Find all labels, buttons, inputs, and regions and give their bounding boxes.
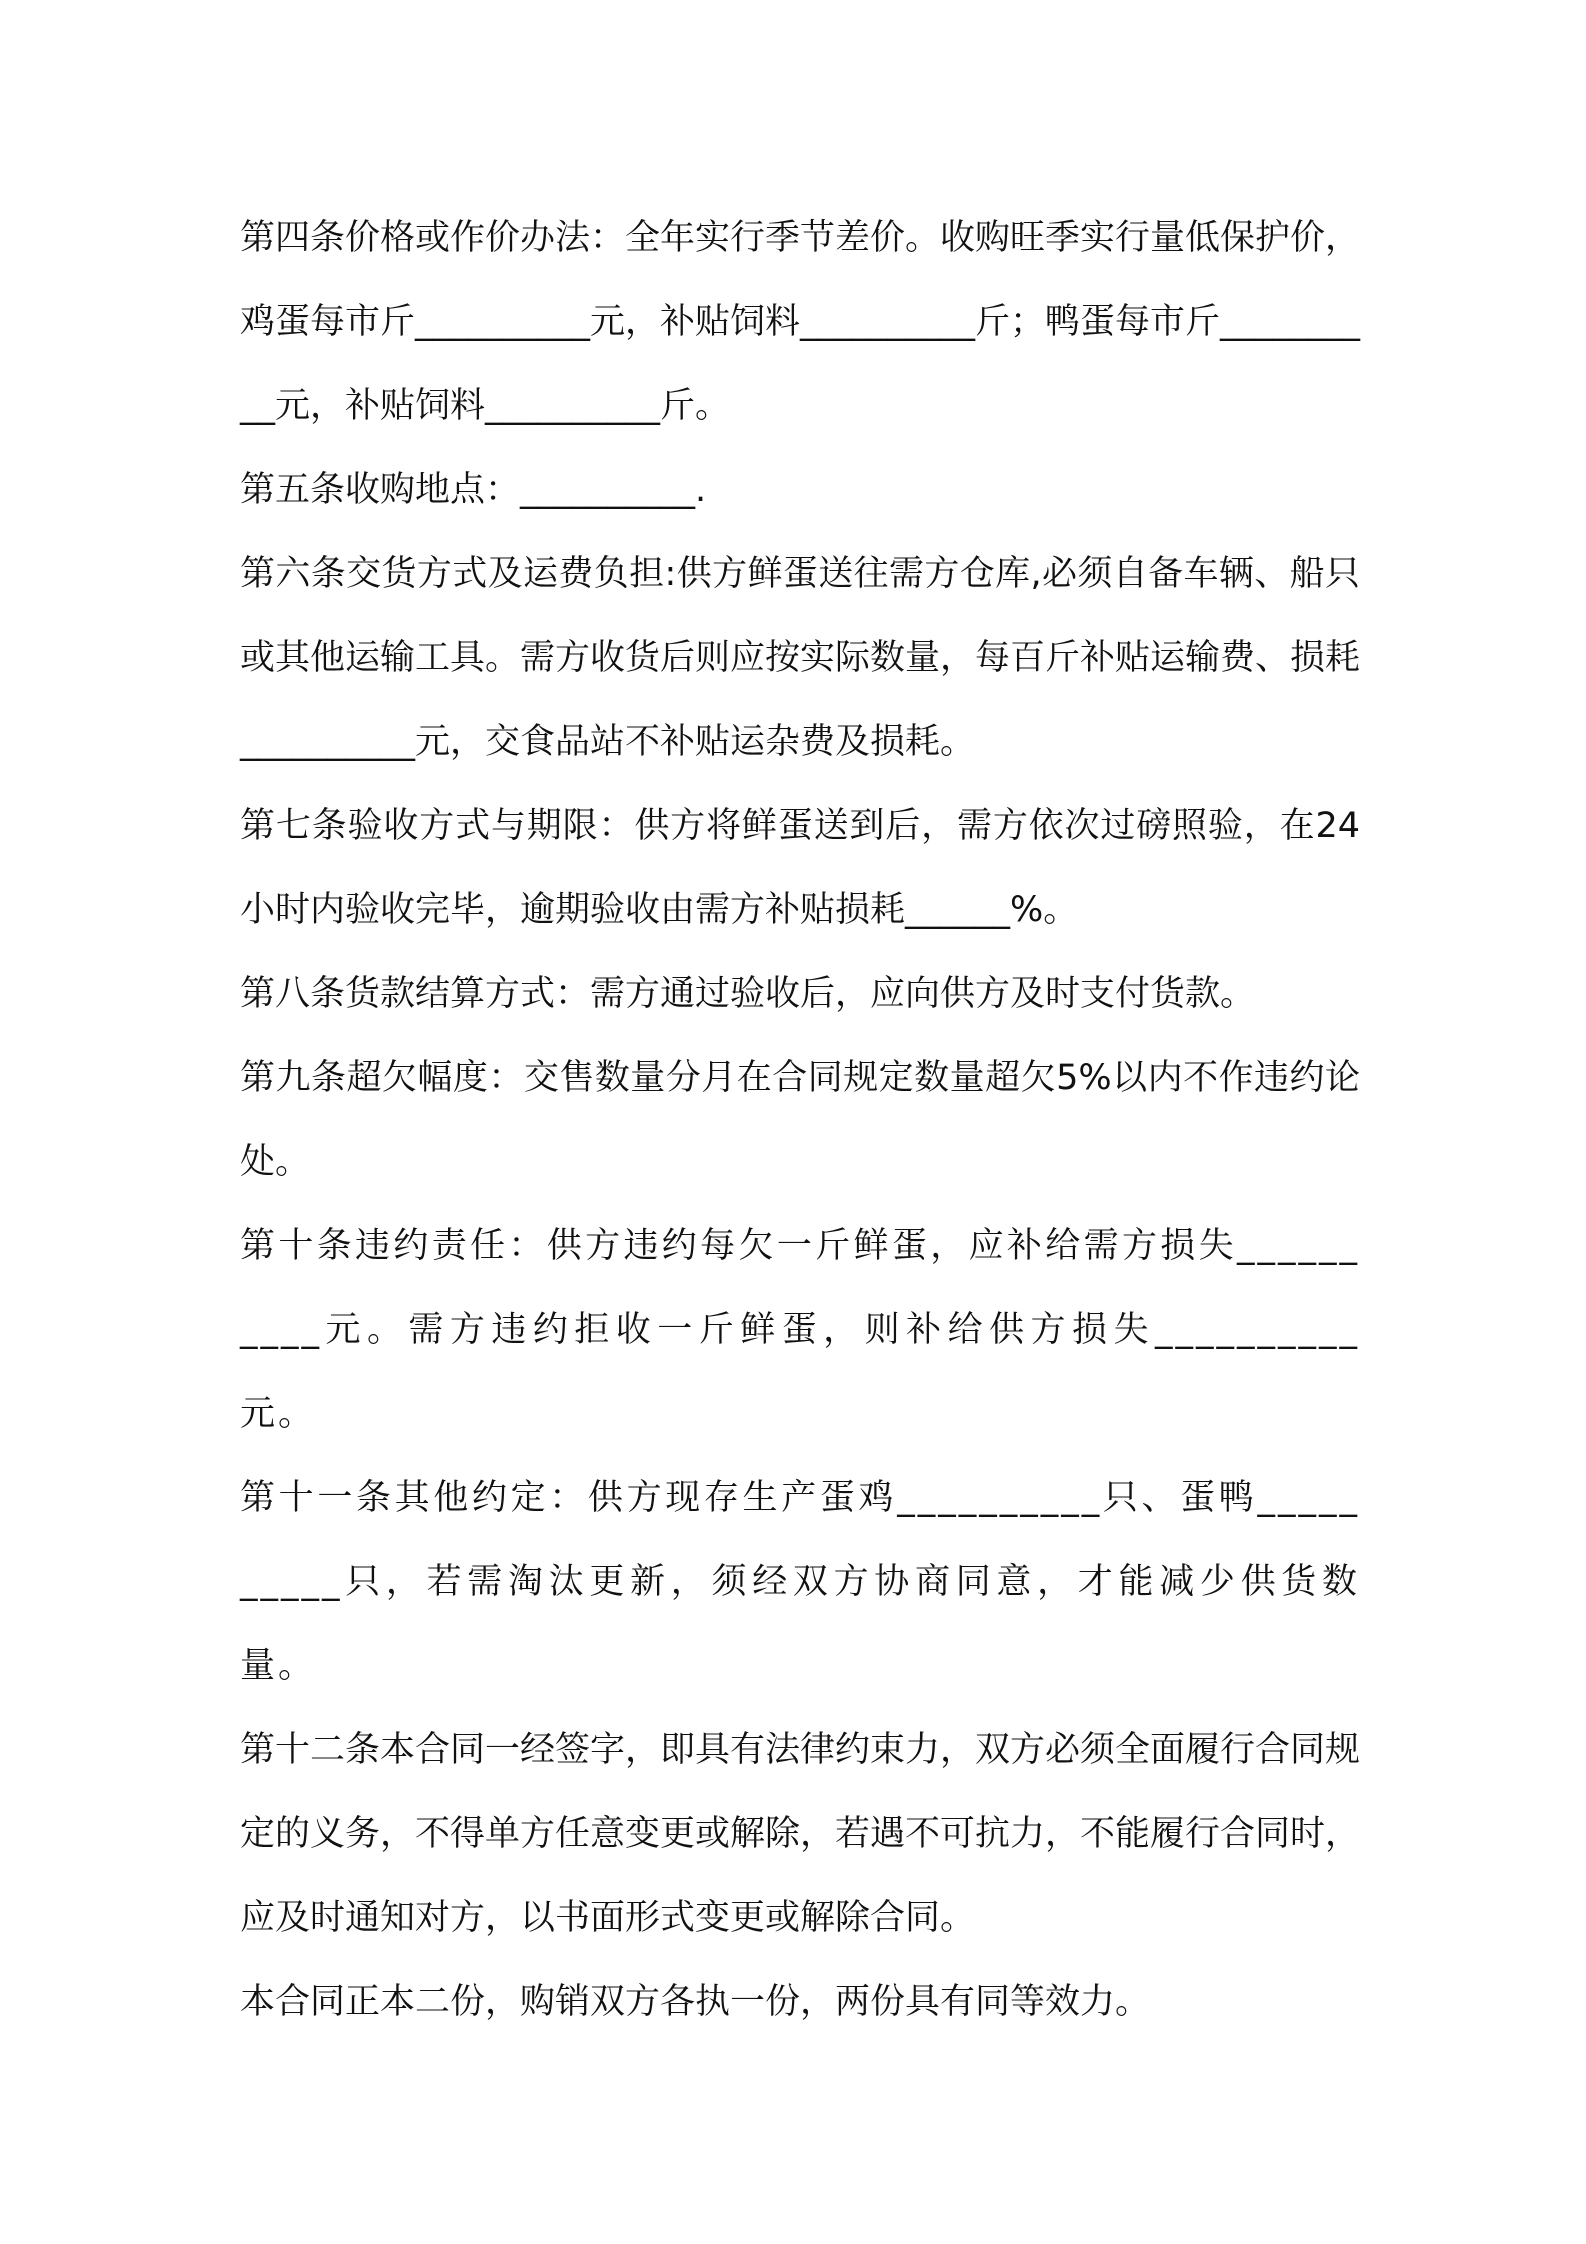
article-9-paragraph: 第九条超欠幅度：交售数量分月在合同规定数量超欠5%以内不作违约论处。 — [240, 1058, 1360, 1182]
closing-paragraph: 本合同正本二份，购销双方各执一份，两份具有同等效力。 — [240, 1982, 1151, 2022]
document-body — [240, 196, 1360, 2044]
article-7-paragraph: 第七条验收方式与期限：供方将鲜蛋送到后，需方依次过磅照验，在24小时内验收完毕，逾期验收由需方补贴损耗______%。 — [240, 806, 1360, 930]
article-11-paragraph: 第十一条其他约定：供方现存生产蛋鸡__________只、蛋鸭__________只，若需淘汰更新，须经双方协商同意，才能减少供货数量。 — [240, 1478, 1360, 1686]
article-6-paragraph: 第六条交货方式及运费负担:供方鲜蛋送往需方仓库,必须自备车辆、船只或其他运输工具。需方收货后则应按实际数量，每百斤补贴运输费、损耗__________元，交食品站不补贴运杂费及损耗。 — [240, 554, 1361, 762]
article-4-paragraph: 第四条价格或作价办法：全年实行季节差价。收购旺季实行量低保护价，鸡蛋每市斤__________元，补贴饲料__________斤；鸭蛋每市斤__________元，补贴饲料__________斤。 — [240, 218, 1361, 426]
article-10-paragraph: 第十条违约责任：供方违约每欠一斤鲜蛋，应补给需方损失__________元。需方违约拒收一斤鲜蛋，则补给供方损失__________元。 — [240, 1226, 1360, 1434]
article-12-paragraph: 第十二条本合同一经签字，即具有法律约束力，双方必须全面履行合同规定的义务，不得单方任意变更或解除，若遇不可抗力，不能履行合同时，应及时通知对方，以书面形式变更或解除合同。 — [240, 1730, 1361, 1938]
article-8-paragraph: 第八条货款结算方式：需方通过验收后，应向供方及时支付货款。 — [240, 974, 1256, 1014]
article-5-paragraph: 第五条收购地点：__________. — [240, 470, 707, 510]
